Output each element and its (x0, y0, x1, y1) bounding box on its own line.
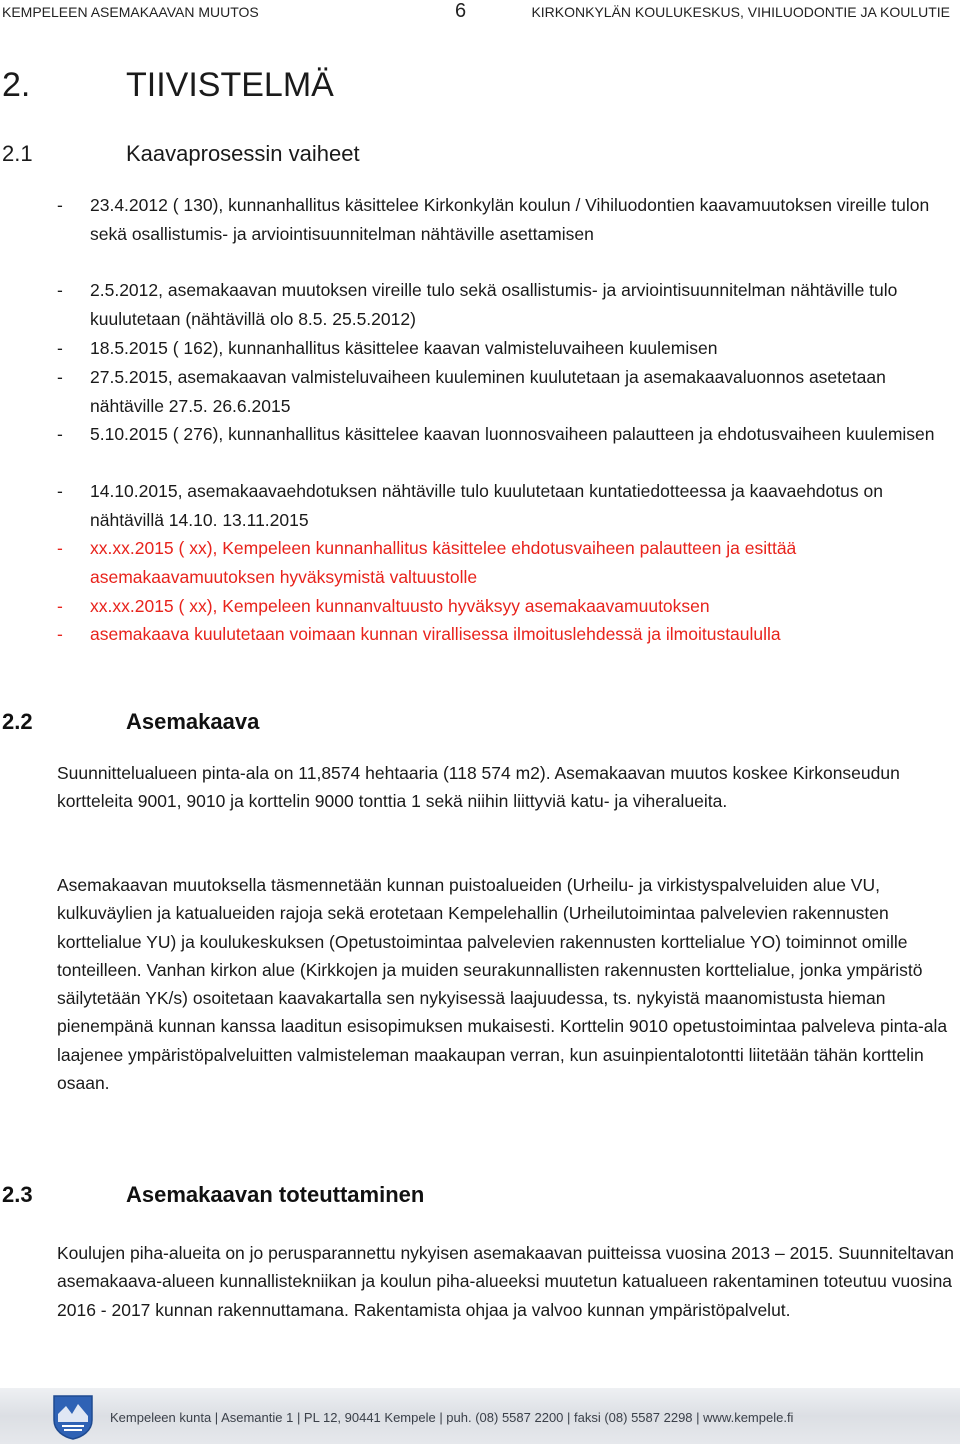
toteuttaminen-paragraph: Koulujen piha-alueita on jo perusparannettu nykyisen asemakaavan puitteissa vuosina 2013 – 2015. Suunniteltavan asemakaava-alueen kunnallistekniikan ja koulun piha-alueeksi muutetun katualueen rakentaminen toteutuu vuosina 2016 - 2017 kunnan rakennuttamana. Rakentamista ohjaa ja valvoo kunnan ympäristöpalvelut. (57, 1243, 955, 1320)
list-item (57, 363, 937, 420)
list-item-text: xx.xx.2015 ( xx), Kempeleen kunnanvaltuusto hyväksyy asemakaavamuutoksen (90, 596, 710, 616)
list-item (57, 420, 937, 449)
section-2-2-number: 2.2 (2, 709, 33, 734)
list-item (57, 191, 937, 248)
kempele-coat-of-arms-icon (52, 1394, 94, 1440)
section-2-number: 2. (2, 66, 31, 104)
list-item-text: asemakaava kuulutetaan voimaan kunnan virallisessa ilmoituslehdessä ja ilmoitustaululla (90, 624, 781, 644)
running-header-right: KIRKONKYLÄN KOULUKESKUS, VIHILUODONTIE JA KOULUTIE (531, 4, 950, 20)
list-dash: - (57, 596, 63, 616)
list-item (57, 534, 937, 591)
page-footer (0, 1388, 960, 1444)
list-dash: - (57, 195, 63, 215)
list-item (57, 477, 937, 534)
list-dash: - (57, 338, 63, 358)
section-2-3-number: 2.3 (2, 1182, 33, 1207)
section-2-3-title: Asemakaavan toteuttaminen (126, 1182, 425, 1207)
list-item-text: 23.4.2012 ( 130), kunnanhallitus käsittelee Kirkonkylän koulun / Vihiluodontien kaavamuutoksen vireille tulon sekä osallistumis- ja arviointisuunnitelman nähtäville asettamisen (90, 195, 930, 244)
list-dash: - (57, 538, 63, 558)
footer-contact-text: Kempeleen kunta | Asemantie 1 | PL 12, 90441 Kempele | puh. (08) 5587 2200 | faksi (08) 5587 2298 | www.kempele.fi (110, 1410, 794, 1425)
list-item-text: 2.5.2012, asemakaavan muutoksen vireille tulo sekä osallistumis- ja arviointisuunnitelman nähtäville tulo kuulutetaan (nähtävillä olo 8.5. 25.5.2012) (90, 280, 898, 329)
list-dash: - (57, 624, 63, 644)
list-item-text: 5.10.2015 ( 276), kunnanhallitus käsittelee kaavan luonnosvaiheen palautteen ja ehdotusvaiheen kuulemisen (90, 424, 935, 444)
list-dash: - (57, 367, 63, 387)
list-dash: - (57, 280, 63, 300)
page-number: 6 (455, 0, 467, 22)
asemakaava-paragraph-2: Asemakaavan muutoksella täsmennetään kunnan puistoalueiden (Urheilu- ja virkistyspalveluiden alue VU, kulkuväylien ja katualueiden rajoja sekä erotetaan Kempelehallin (Urheilutoimintaa palvelevien rakennusten korttelialue YU) ja koulukeskuksen (Opetustoimintaa palvelevien rakennusten korttelialue YO) toiminnot omille tonteilleen. Vanhan kirkon alue (Kirkkojen ja muiden seurakunnallisten rakennusten korttelialue, jonka ympäristö säilytetään YK/s) osoitetaan kaavakartalla sen nykyisessä laajuudessa, ts. nykyistä maanomistusta hieman pienempänä kunnan kanssa laaditun esisopimuksen mukaisesti. Korttelin 9010 opetustoimintaa palveleva pinta-ala laajenee ympäristöpalveluitten valmisteleman maakaupan verran, kun asuinpientalotontti liitetään tähän korttelin osaan. (57, 875, 948, 1094)
list-item (57, 620, 937, 649)
list-item-text: xx.xx.2015 ( xx), Kempeleen kunnanhallitus käsittelee ehdotusvaiheen palautteen ja esittää asemakaavamuutoksen hyväksymistä valtuustolle (90, 538, 797, 587)
list-item (57, 592, 937, 621)
running-header-left: KEMPELEEN ASEMAKAAVAN MUUTOS (2, 4, 259, 20)
list-item-text: 14.10.2015, asemakaavaehdotuksen nähtäville tulo kuulutetaan kuntatiedotteessa ja kaavaehdotus on nähtävillä 14.10. 13.11.2015 (90, 481, 883, 530)
asemakaava-paragraph-1: Suunnittelualueen pinta-ala on 11,8574 hehtaaria (118 574 m2). Asemakaavan muutos koskee Kirkonseudun kortteleita 9001, 9010 ja korttelin 9000 tonttia 1 sekä niihin liittyviä katu- ja viheralueita. (57, 763, 900, 812)
list-item-text: 18.5.2015 ( 162), kunnanhallitus käsittelee kaavan valmisteluvaiheen kuulemisen (90, 338, 718, 358)
section-2-1-title: Kaavaprosessin vaiheet (126, 141, 360, 166)
section-2-1-number: 2.1 (2, 141, 33, 166)
list-item (57, 276, 937, 333)
list-item (57, 334, 937, 363)
section-2-2-title: Asemakaava (126, 709, 260, 734)
section-2-title: TIIVISTELMÄ (126, 66, 334, 104)
list-dash: - (57, 424, 63, 444)
list-dash: - (57, 481, 63, 501)
list-item-text: 27.5.2015, asemakaavan valmisteluvaiheen kuuleminen kuulutetaan ja asemakaavaluonnos asetetaan nähtäville 27.5. 26.6.2015 (90, 367, 886, 416)
